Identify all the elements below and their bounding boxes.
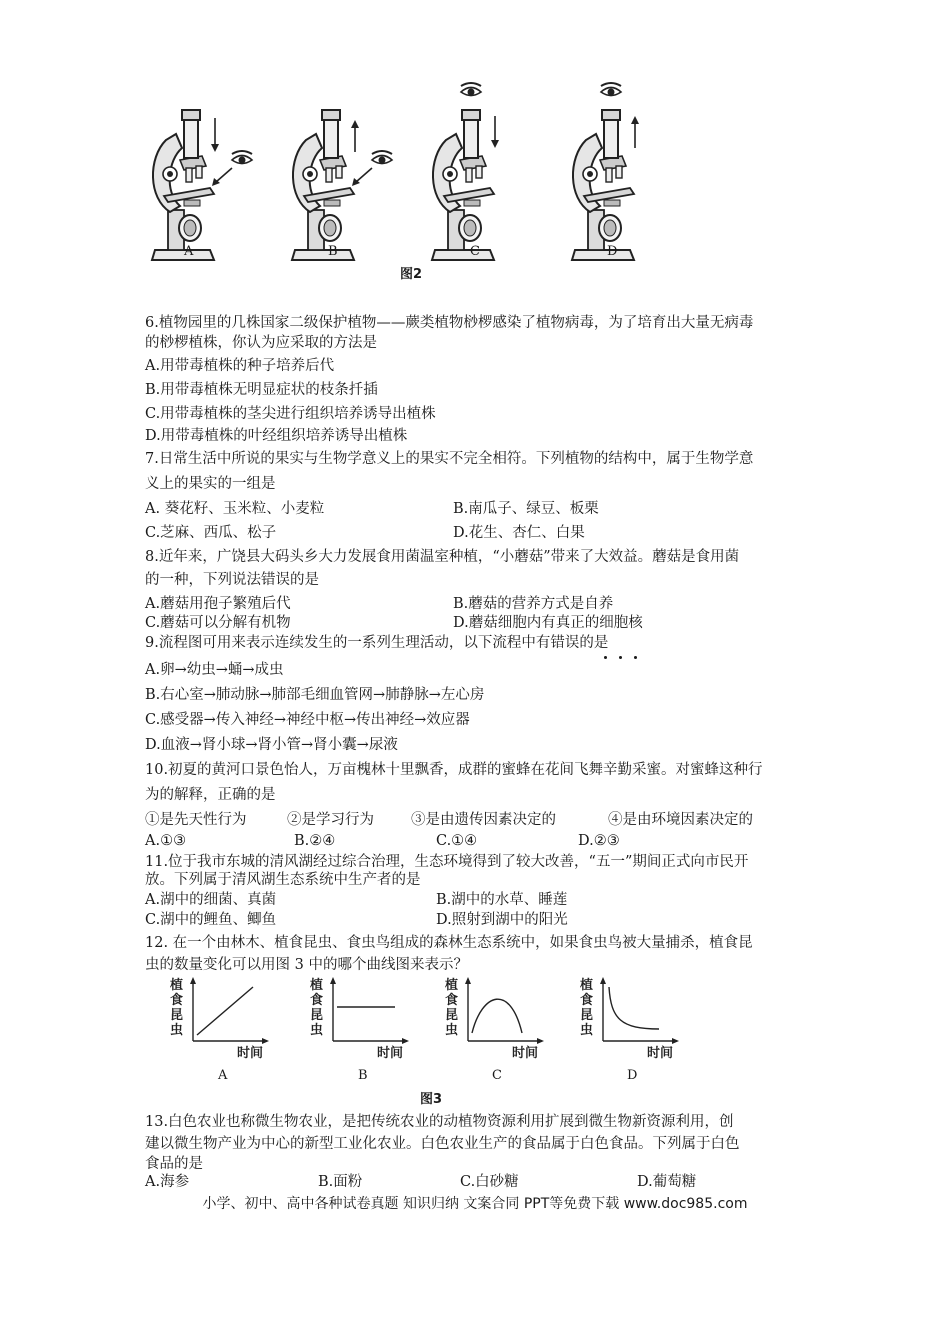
figure2-label-d: D bbox=[607, 244, 618, 259]
y-axis-arrow bbox=[330, 977, 336, 984]
q7-option-c: C.芝麻、西瓜、松子 bbox=[145, 525, 277, 541]
y-axis-char: 虫 bbox=[170, 1023, 184, 1038]
figure2-label-c: C bbox=[470, 244, 480, 259]
y-axis-char: 虫 bbox=[580, 1023, 594, 1038]
y-axis-char: 虫 bbox=[310, 1023, 324, 1038]
q8-option-a: A.蘑菇用孢子繁殖后代 bbox=[145, 596, 291, 612]
q10-option-a: A.①③ bbox=[145, 833, 187, 849]
q13-option-a: A.海参 bbox=[145, 1174, 190, 1190]
y-axis-label bbox=[310, 977, 323, 1038]
microscope-b-icon bbox=[292, 110, 392, 260]
q9-option-b: B.右心室→肺动脉→肺部毛细血管网→肺静脉→左心房 bbox=[145, 687, 485, 703]
figure3-label-a: A bbox=[218, 1068, 228, 1083]
q12-stem-line2: 虫的数量变化可以用图 3 中的哪个曲线图来表示？ bbox=[145, 957, 468, 973]
q10-statement-3: ③是由遗传因素决定的 bbox=[411, 812, 556, 828]
q10-option-c: C.①④ bbox=[436, 833, 478, 849]
figure3-label-d: D bbox=[627, 1068, 638, 1083]
q8-stem-line1: 8.近年来，广饶县大码头乡大力发展食用菌温室种植，“小蘑菇”带来了大效益。蘑菇是食用菌 bbox=[145, 549, 740, 565]
q7-stem-line2: 义上的果实的一组是 bbox=[145, 476, 276, 492]
y-axis-char: 食 bbox=[310, 993, 324, 1008]
y-axis-char: 昆 bbox=[310, 1008, 324, 1023]
q13-option-c: C.白砂糖 bbox=[460, 1174, 519, 1190]
population-graphs-figure bbox=[165, 975, 685, 1085]
q9-stem: 9.流程图可用来表示连续发生的一系列生理活动，以下流程中有错误的是 bbox=[145, 635, 609, 651]
x-axis-label: 时间 bbox=[377, 1046, 404, 1061]
y-axis-char: 虫 bbox=[445, 1023, 459, 1038]
graph-b bbox=[310, 977, 409, 1061]
q10-statement-1: ①是先天性行为 bbox=[145, 812, 247, 828]
q13-option-d: D.葡萄糖 bbox=[637, 1174, 697, 1190]
y-axis-arrow bbox=[190, 977, 196, 984]
microscope-d-icon bbox=[572, 83, 639, 260]
x-axis-label: 时间 bbox=[647, 1046, 674, 1061]
emphasis-dot bbox=[604, 656, 607, 659]
y-axis-char: 植 bbox=[170, 978, 184, 993]
q9-option-d: D.血液→肾小球→肾小管→肾小囊→尿液 bbox=[145, 737, 398, 753]
graph-c bbox=[445, 977, 544, 1061]
figure3-label-b: B bbox=[358, 1068, 368, 1083]
microscope-a-icon bbox=[152, 110, 252, 260]
x-axis-label: 时间 bbox=[237, 1046, 264, 1061]
figure2-label-b: B bbox=[328, 244, 338, 259]
emphasis-dot bbox=[619, 656, 622, 659]
microscope-c-icon bbox=[432, 83, 499, 260]
q8-option-c: C.蘑菇可以分解有机物 bbox=[145, 615, 291, 631]
q11-option-c: C.湖中的鲤鱼、鲫鱼 bbox=[145, 912, 277, 928]
y-axis-char: 植 bbox=[310, 978, 324, 993]
q13-option-b: B.面粉 bbox=[318, 1174, 363, 1190]
q7-option-d: D.花生、杏仁、白果 bbox=[453, 525, 585, 541]
y-axis-char: 植 bbox=[445, 978, 459, 993]
q6-option-b: B.用带毒植株无明显症状的枝条扦插 bbox=[145, 382, 378, 398]
graph-d bbox=[580, 977, 679, 1061]
y-axis-label bbox=[580, 977, 593, 1038]
figure3-label-c: C bbox=[492, 1068, 502, 1083]
y-axis-label bbox=[170, 977, 183, 1038]
q12-stem-line1: 12. 在一个由林木、植食昆虫、食虫鸟组成的森林生态系统中，如果食虫鸟被大量捕杀，植食昆 bbox=[145, 935, 753, 951]
q13-stem-line1: 13.白色农业也称微生物农业，是把传统农业的动植物资源利用扩展到微生物新资源利用，创 bbox=[145, 1114, 734, 1130]
y-axis-label bbox=[445, 977, 458, 1038]
y-axis-char: 食 bbox=[580, 993, 594, 1008]
q6-option-a: A.用带毒植株的种子培养后代 bbox=[145, 358, 335, 374]
q11-option-d: D.照射到湖中的阳光 bbox=[436, 912, 568, 928]
q9-option-c: C.感受器→传入神经→神经中枢→传出神经→效应器 bbox=[145, 712, 470, 728]
q6-stem-line1: 6.植物园里的几株国家二级保护植物——蕨类植物桫椤感染了植物病毒，为了培育出大量无病毒 bbox=[145, 315, 754, 331]
curve-rise-fall bbox=[472, 999, 522, 1033]
y-axis-char: 昆 bbox=[580, 1008, 594, 1023]
q11-stem-line2: 放。下列属于清风湖生态系统中生产者的是 bbox=[145, 872, 421, 888]
figure3-caption: 图3 bbox=[420, 1092, 443, 1107]
figure2-caption: 图2 bbox=[400, 267, 423, 282]
q13-stem-line3: 食品的是 bbox=[145, 1156, 203, 1172]
graph-a bbox=[170, 977, 269, 1061]
q10-statement-4: ④是由环境因素决定的 bbox=[608, 812, 753, 828]
x-axis-label: 时间 bbox=[512, 1046, 539, 1061]
q10-statement-2: ②是学习行为 bbox=[287, 812, 374, 828]
curve-falling bbox=[609, 987, 659, 1029]
q9-option-a: A.卵→幼虫→蛹→成虫 bbox=[145, 662, 284, 678]
x-axis-arrow bbox=[402, 1038, 409, 1044]
q11-option-a: A.湖中的细菌、真菌 bbox=[145, 892, 277, 908]
x-axis-arrow bbox=[672, 1038, 679, 1044]
emphasis-dot bbox=[634, 656, 637, 659]
y-axis-arrow bbox=[600, 977, 606, 984]
q10-stem-line2: 为的解释，正确的是 bbox=[145, 787, 276, 803]
q6-option-c: C.用带毒植株的茎尖进行组织培养诱导出植株 bbox=[145, 406, 436, 422]
x-axis-arrow bbox=[537, 1038, 544, 1044]
y-axis-arrow bbox=[465, 977, 471, 984]
q8-option-d: D.蘑菇细胞内有真正的细胞核 bbox=[453, 615, 643, 631]
microscope-figure bbox=[140, 78, 660, 268]
y-axis-char: 食 bbox=[445, 993, 459, 1008]
q10-option-d: D.②③ bbox=[578, 833, 620, 849]
y-axis-char: 昆 bbox=[170, 1008, 184, 1023]
q10-option-b: B.②④ bbox=[294, 833, 336, 849]
q8-stem-line2: 的一种，下列说法错误的是 bbox=[145, 572, 319, 588]
q6-stem-line2: 的桫椤植株，你认为应采取的方法是 bbox=[145, 335, 377, 351]
y-axis-char: 植 bbox=[580, 978, 594, 993]
q11-stem-line1: 11.位于我市东城的清风湖经过综合治理，生态环境得到了较大改善，“五一”期间正式向市民开 bbox=[145, 854, 749, 870]
q7-option-a: A. 葵花籽、玉米粒、小麦粒 bbox=[145, 501, 325, 517]
q10-stem-line1: 10.初夏的黄河口景色怡人，万亩槐林十里飘香，成群的蜜蜂在花间飞舞辛勤采蜜。对蜜蜂这种行 bbox=[145, 762, 763, 778]
x-axis-arrow bbox=[262, 1038, 269, 1044]
q8-option-b: B.蘑菇的营养方式是自养 bbox=[453, 596, 614, 612]
figure2-label-a: A bbox=[184, 244, 194, 259]
q11-option-b: B.湖中的水草、睡莲 bbox=[436, 892, 568, 908]
q13-stem-line2: 建以微生物产业为中心的新型工业化农业。白色农业生产的食品属于白色食品。下列属于白色 bbox=[145, 1136, 740, 1152]
curve-rising bbox=[197, 987, 253, 1035]
y-axis-char: 昆 bbox=[445, 1008, 459, 1023]
q7-stem-line1: 7.日常生活中所说的果实与生物学意义上的果实不完全相符。下列植物的结构中，属于生物学意 bbox=[145, 451, 754, 467]
y-axis-char: 食 bbox=[170, 993, 184, 1008]
q7-option-b: B.南瓜子、绿豆、板栗 bbox=[453, 501, 599, 517]
footer-watermark: 小学、初中、高中各种试卷真题 知识归纳 文案合同 PPT等免费下载 www.doc985.com bbox=[202, 1196, 748, 1212]
q6-option-d: D.用带毒植株的叶经组织培养诱导出植株 bbox=[145, 428, 408, 444]
